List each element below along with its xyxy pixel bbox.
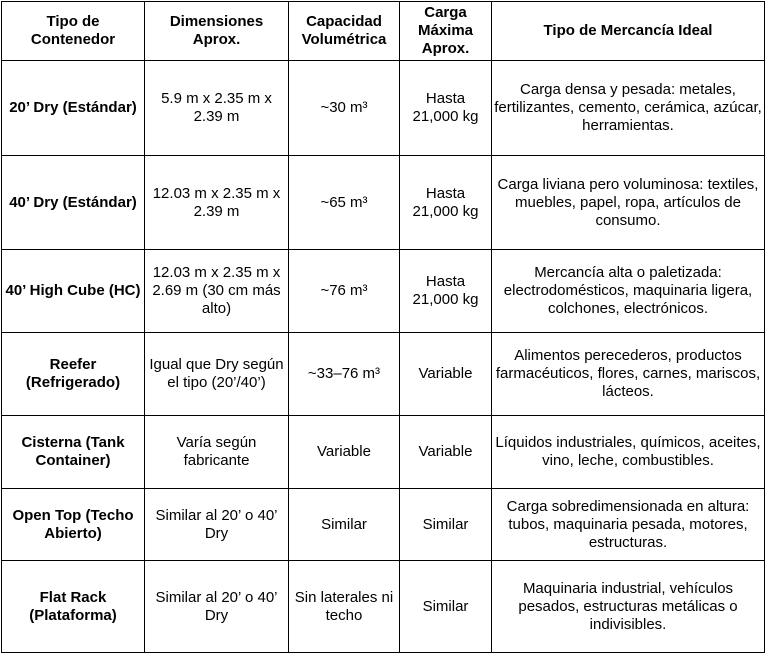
header-capacidad: Capacidad Volumétrica bbox=[289, 2, 400, 61]
cell-capacity: ~33–76 m³ bbox=[289, 333, 400, 416]
cell-ideal-goods: Carga liviana pero voluminosa: textiles, muebles, papel, ropa, artículos de consumo. bbox=[492, 156, 765, 250]
table-header-row bbox=[2, 2, 765, 61]
cell-dimensions: Varía según fabricante bbox=[145, 416, 289, 489]
cell-capacity: Similar bbox=[289, 489, 400, 561]
cell-container-type: 40’ Dry (Estándar) bbox=[2, 156, 145, 250]
cell-capacity: Variable bbox=[289, 416, 400, 489]
cell-capacity: ~65 m³ bbox=[289, 156, 400, 250]
table-row bbox=[2, 156, 765, 250]
cell-ideal-goods: Líquidos industriales, químicos, aceites, vino, leche, combustibles. bbox=[492, 416, 765, 489]
cell-max-load: Hasta 21,000 kg bbox=[400, 156, 492, 250]
cell-dimensions: 12.03 m x 2.35 m x 2.69 m (30 cm más alto) bbox=[145, 250, 289, 333]
table-row bbox=[2, 250, 765, 333]
cell-ideal-goods: Carga sobredimensionada en altura: tubos, maquinaria pesada, motores, estructuras. bbox=[492, 489, 765, 561]
cell-capacity: Sin laterales ni techo bbox=[289, 561, 400, 653]
cell-container-type: Reefer (Refrigerado) bbox=[2, 333, 145, 416]
cell-dimensions: 12.03 m x 2.35 m x 2.39 m bbox=[145, 156, 289, 250]
cell-container-type: Open Top (Techo Abierto) bbox=[2, 489, 145, 561]
cell-max-load: Hasta 21,000 kg bbox=[400, 61, 492, 156]
container-types-table bbox=[1, 1, 765, 653]
cell-max-load: Variable bbox=[400, 416, 492, 489]
cell-max-load: Similar bbox=[400, 489, 492, 561]
cell-max-load: Similar bbox=[400, 561, 492, 653]
cell-max-load: Variable bbox=[400, 333, 492, 416]
cell-capacity: ~30 m³ bbox=[289, 61, 400, 156]
table-row bbox=[2, 416, 765, 489]
cell-dimensions: Igual que Dry según el tipo (20’/40’) bbox=[145, 333, 289, 416]
cell-max-load: Hasta 21,000 kg bbox=[400, 250, 492, 333]
cell-dimensions: Similar al 20’ o 40’ Dry bbox=[145, 489, 289, 561]
cell-ideal-goods: Alimentos perecederos, productos farmacéuticos, flores, carnes, mariscos, lácteos. bbox=[492, 333, 765, 416]
cell-container-type: Flat Rack (Plataforma) bbox=[2, 561, 145, 653]
header-carga-maxima: Carga Máxima Aprox. bbox=[400, 2, 492, 61]
header-tipo-contenedor: Tipo de Contenedor bbox=[2, 2, 145, 61]
table-row bbox=[2, 333, 765, 416]
header-dimensiones: Dimensiones Aprox. bbox=[145, 2, 289, 61]
table-row bbox=[2, 561, 765, 653]
header-tipo-mercancia: Tipo de Mercancía Ideal bbox=[492, 2, 765, 61]
table-row bbox=[2, 61, 765, 156]
cell-container-type: Cisterna (Tank Container) bbox=[2, 416, 145, 489]
cell-ideal-goods: Mercancía alta o paletizada: electrodomésticos, maquinaria ligera, colchones, electrónicos. bbox=[492, 250, 765, 333]
table-row bbox=[2, 489, 765, 561]
cell-dimensions: Similar al 20’ o 40’ Dry bbox=[145, 561, 289, 653]
cell-dimensions: 5.9 m x 2.35 m x 2.39 m bbox=[145, 61, 289, 156]
cell-ideal-goods: Carga densa y pesada: metales, fertilizantes, cemento, cerámica, azúcar, herramientas. bbox=[492, 61, 765, 156]
cell-container-type: 40’ High Cube (HC) bbox=[2, 250, 145, 333]
cell-container-type: 20’ Dry (Estándar) bbox=[2, 61, 145, 156]
cell-ideal-goods: Maquinaria industrial, vehículos pesados, estructuras metálicas o indivisibles. bbox=[492, 561, 765, 653]
cell-capacity: ~76 m³ bbox=[289, 250, 400, 333]
